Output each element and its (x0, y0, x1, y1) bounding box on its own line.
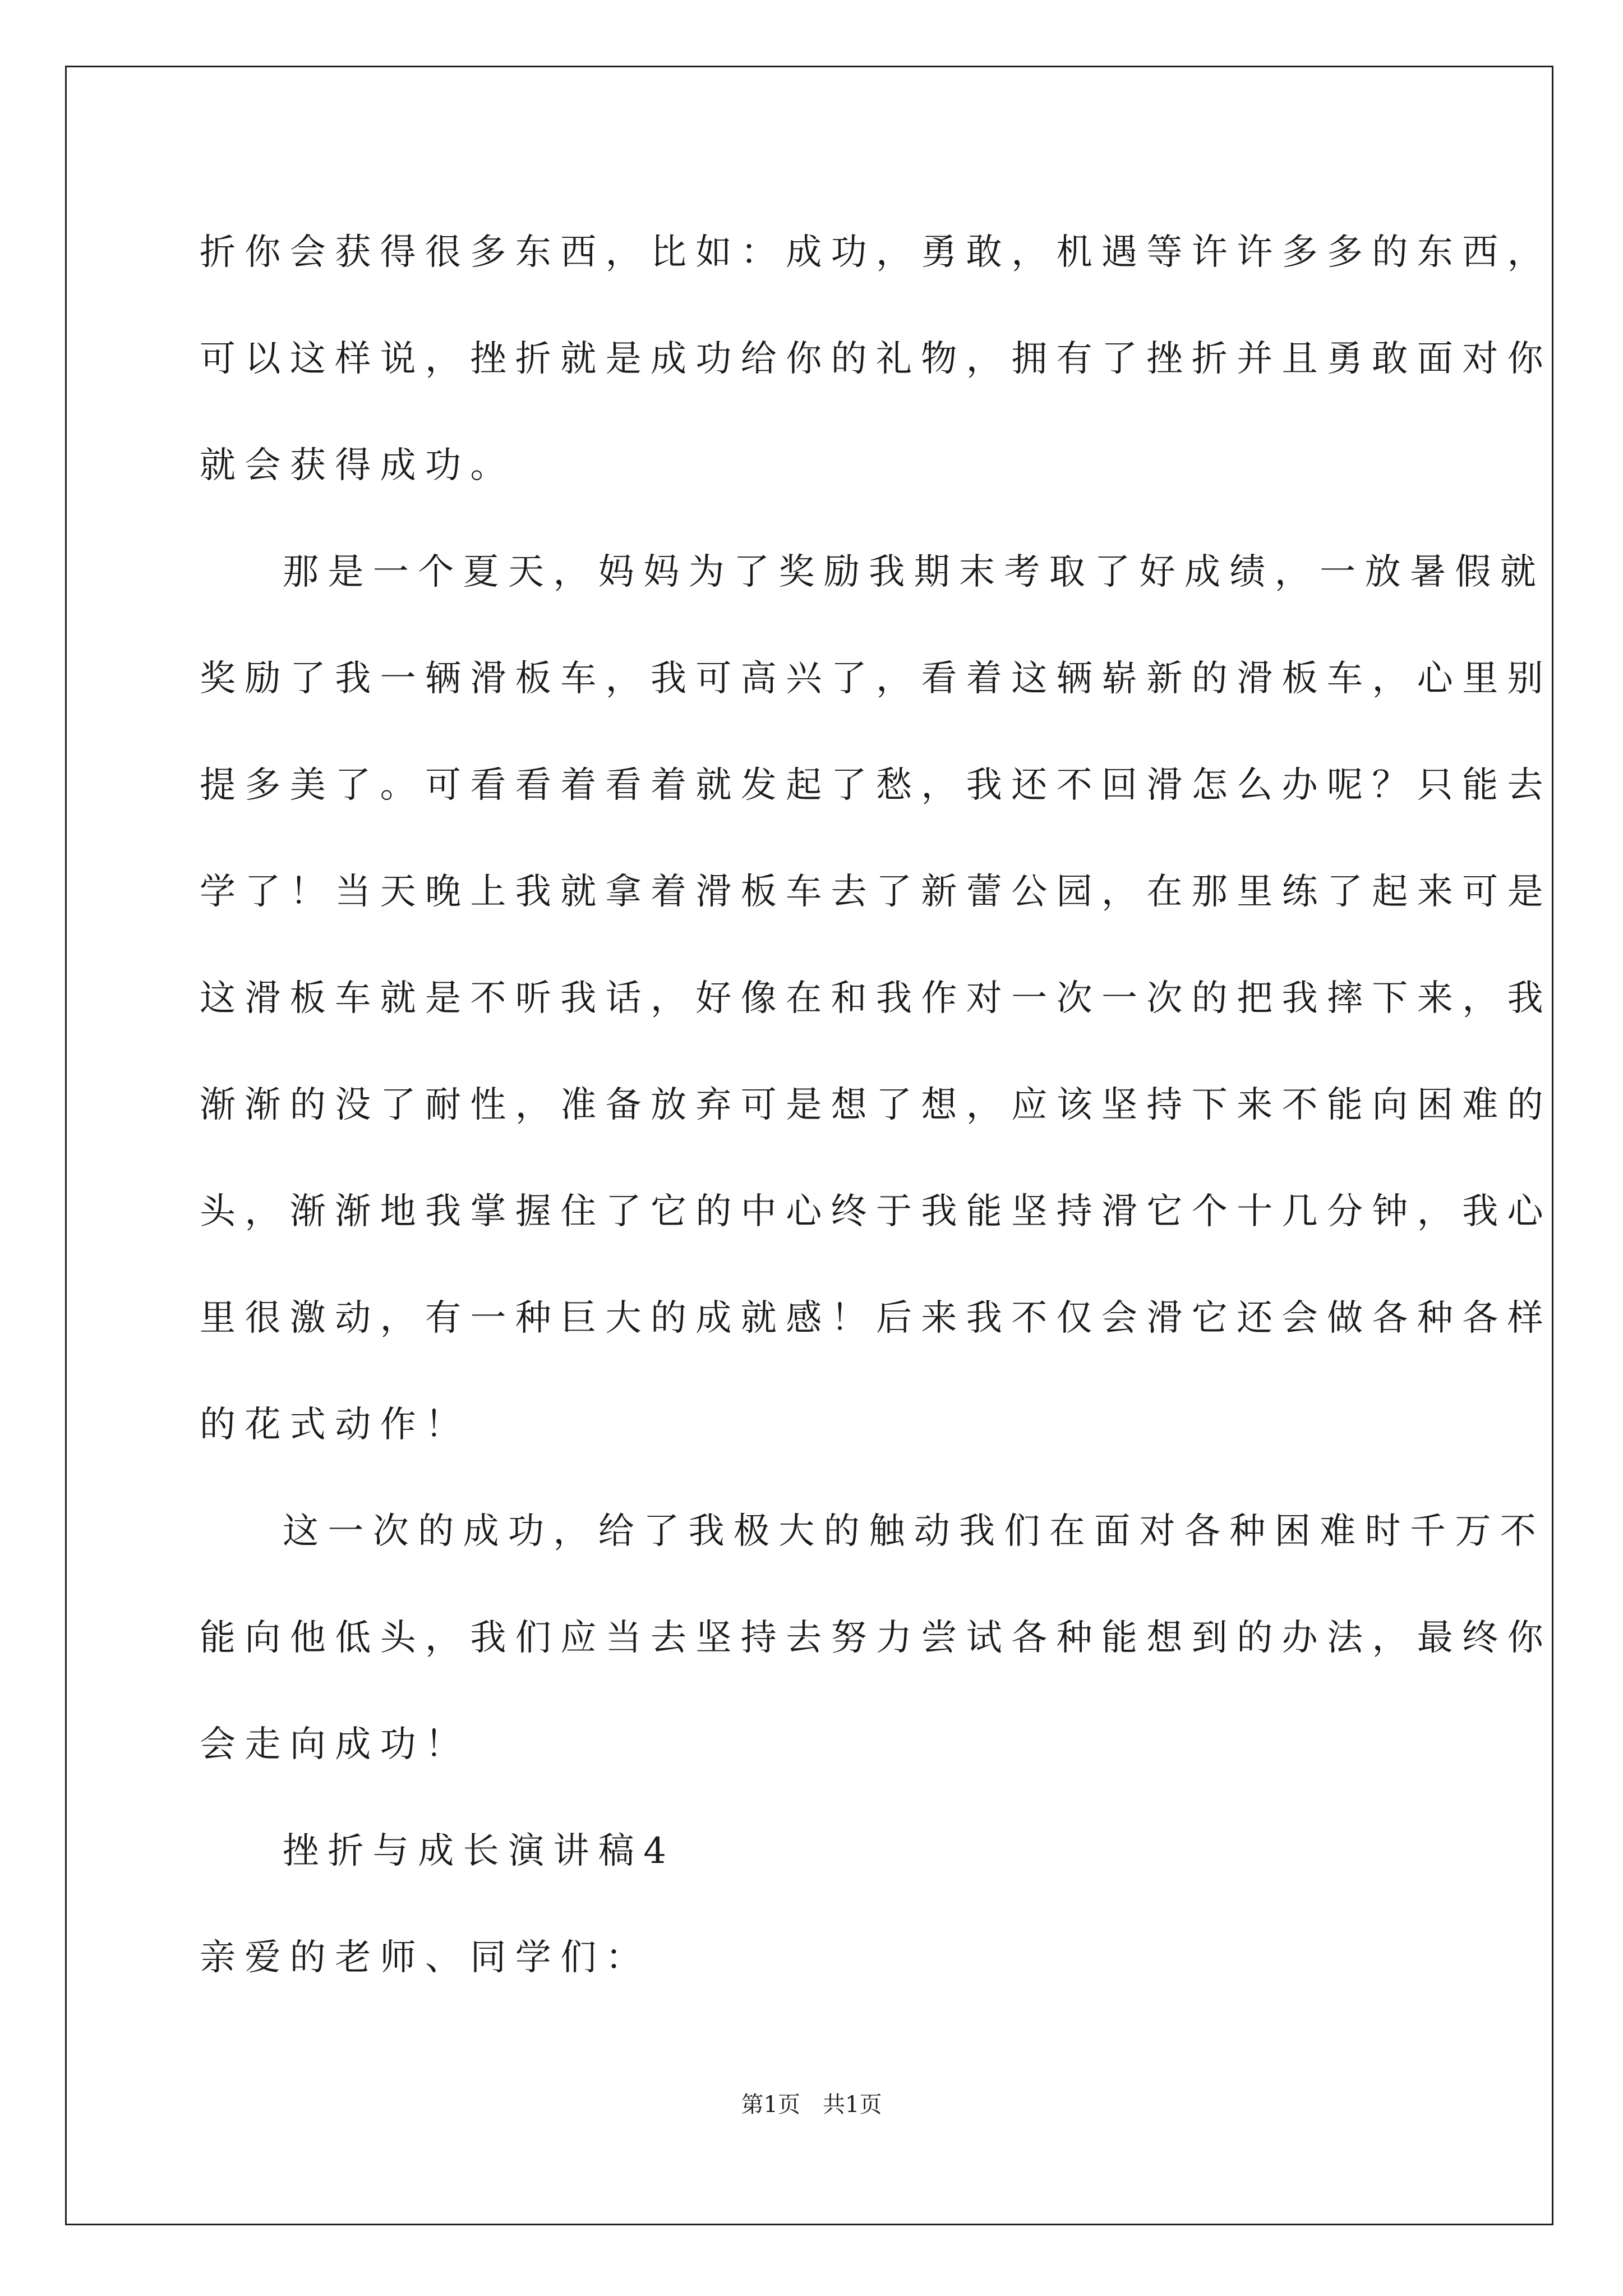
text-line: 折你会获得很多东西，比如：成功，勇敢，机遇等许许多多的东西， (200, 232, 1552, 273)
text-line: 可以这样说，挫折就是成功给你的礼物，拥有了挫折并且勇敢面对你 (200, 338, 1552, 380)
text-line: 的花式动作！ (200, 1404, 471, 1446)
salutation: 亲爱的老师、同学们： (200, 1937, 651, 1978)
text-line: 会走向成功！ (200, 1724, 471, 1765)
text-line: 这滑板车就是不听我话，好像在和我作对一次一次的把我摔下来，我 (200, 978, 1552, 1019)
paragraph-start-line: 这一次的成功，给了我极大的触动我们在面对各种困难时千万不 (283, 1511, 1546, 1552)
text-line: 奖励了我一辆滑板车，我可高兴了，看着这辆崭新的滑板车，心里别 (200, 658, 1552, 700)
document-body (200, 199, 1552, 2011)
text-line: 能向他低头，我们应当去坚持去努力尝试各种能想到的办法，最终你 (200, 1617, 1552, 1659)
text-line: 就会获得成功。 (200, 445, 515, 486)
text-line: 渐渐的没了耐性，准备放弃可是想了想，应该坚持下来不能向困难的 (200, 1084, 1552, 1126)
text-line: 里很激动，有一种巨大的成就感！后来我不仅会滑它还会做各种各样 (200, 1297, 1552, 1339)
page-number-footer: 第1页 共1页 (741, 2092, 882, 2118)
section-title: 挫折与成长演讲稿4 (283, 1830, 676, 1872)
text-line: 提多美了。可看看着看着就发起了愁，我还不回滑怎么办呢？只能去 (200, 765, 1552, 806)
paragraph-start-line: 那是一个夏天，妈妈为了奖励我期末考取了好成绩，一放暑假就 (283, 551, 1546, 593)
text-line: 学了！当天晚上我就拿着滑板车去了新蕾公园，在那里练了起来可是 (200, 871, 1552, 913)
text-line: 头，渐渐地我掌握住了它的中心终于我能坚持滑它个十几分钟，我心 (200, 1191, 1552, 1232)
